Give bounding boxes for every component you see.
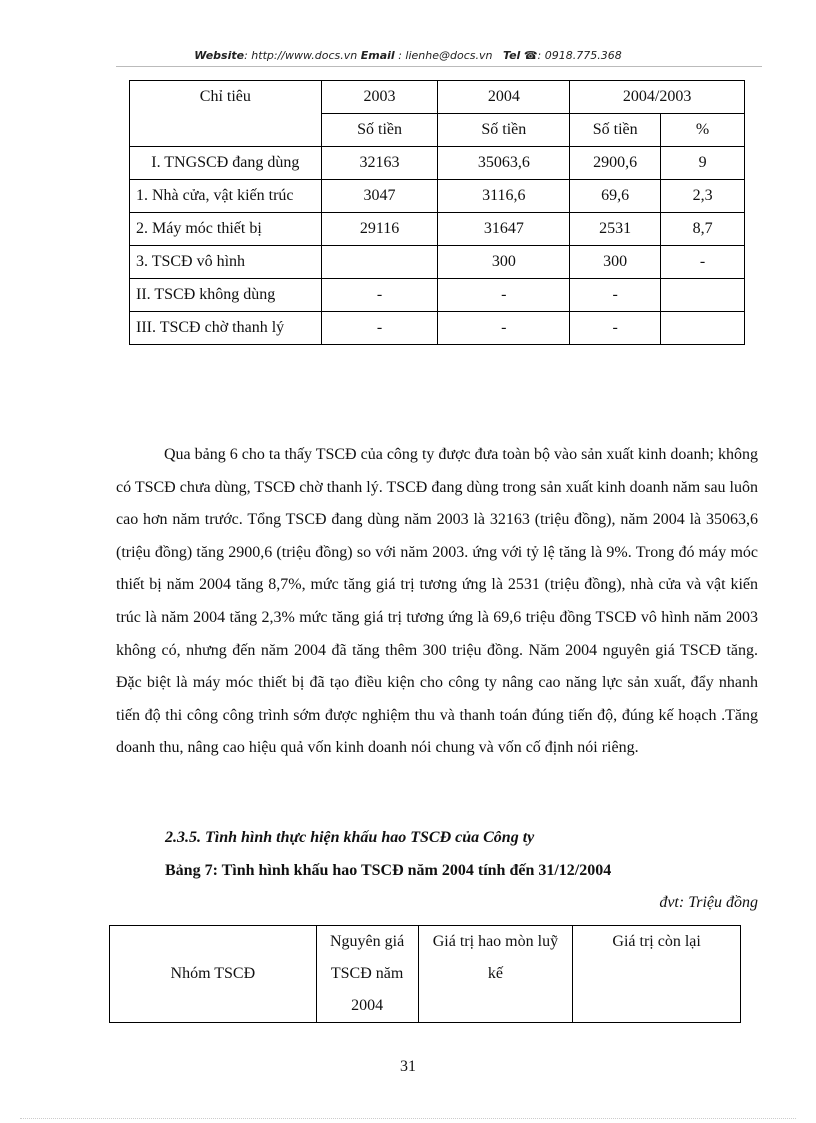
cell-2003: - (321, 279, 438, 312)
header-remaining: Giá trị còn lại (573, 926, 741, 1023)
header-accumulated: Giá trị hao mòn luỹ kế (418, 926, 573, 1023)
cell-2003: 3047 (321, 180, 438, 213)
subheader-percent: % (661, 114, 745, 147)
table-row (130, 213, 745, 246)
cell-2004: - (438, 312, 570, 345)
analysis-paragraph (116, 439, 758, 765)
subheader-amount: Số tiền (321, 114, 438, 147)
email-value: : lienhe@docs.vn (394, 49, 493, 62)
website-label: Website (194, 49, 245, 62)
cell-pct (661, 312, 745, 345)
cell-pct: 9 (661, 147, 745, 180)
unit-label: đvt: Triệu đồng (659, 894, 758, 911)
row-label: III. TSCĐ chờ thanh lý (130, 312, 322, 345)
cell-pct: 8,7 (661, 213, 745, 246)
cell-2004: - (438, 279, 570, 312)
subheader-amount: Số tiền (438, 114, 570, 147)
cell-pct: 2,3 (661, 180, 745, 213)
header-group: Nhóm TSCĐ (110, 926, 317, 1023)
fixed-assets-table (129, 80, 745, 345)
header-original-value: Nguyên giá TSCĐ năm 2004 (316, 926, 418, 1023)
cell-diff: - (570, 312, 661, 345)
cell-diff: 2531 (570, 213, 661, 246)
cell-2004: 3116,6 (438, 180, 570, 213)
table-row (130, 147, 745, 180)
table-caption: Bảng 7: Tình hình khấu hao TSCĐ năm 2004 tính đến 31/12/2004 (165, 862, 612, 879)
cell-2004: 300 (438, 246, 570, 279)
subheader-amount: Số tiền (570, 114, 661, 147)
row-label: II. TSCĐ không dùng (130, 279, 322, 312)
paragraph-text: Qua bảng 6 cho ta thấy TSCĐ của công ty được đưa toàn bộ vào sản xuất kinh doanh; không có TSCĐ chưa dùng, TSCĐ chờ thanh lý. TSCĐ đang dùng trong sản xuất kinh doanh năm sau luôn cao hơn năm trước. Tổng TSCĐ đang dùng năm 2003 là 32163 (triệu đồng), năm 2004 là 35063,6 (triệu đồng) tăng 2900,6 (triệu đồng) so với năm 2003. ứng với tỷ lệ tăng là 9%. Trong đó máy móc thiết bị năm 2004 tăng 8,7%, mức tăng giá trị tương ứng là 2531 (triệu đồng), nhà cửa và vật kiến trúc là năm 2004 tăng 2,3% mức tăng giá trị tương ứng là 69,6 triệu đồng TSCĐ vô hình năm 2003 không có, nhưng đến năm 2004 đã tăng thêm 300 triệu đồng. Năm 2004 nguyên giá TSCĐ tăng. Đặc biệt là máy móc thiết bị đã tạo điều kiện cho công ty nâng cao năng lực sản xuất, đẩy nhanh tiến độ thi công công trình sớm được nghiệm thu và thanh toán đúng tiến độ, đúng kế hoạch .Tăng doanh thu, nâng cao hiệu quả vốn kinh doanh nói chung và vốn cố định nói riêng. (116, 446, 758, 757)
footer-divider (20, 1118, 796, 1119)
cell-2003: 29116 (321, 213, 438, 246)
header-indicator: Chỉ tiêu (130, 81, 322, 147)
cell-diff: - (570, 279, 661, 312)
header-2004: 2004 (438, 81, 570, 114)
cell-2003 (321, 246, 438, 279)
email-label: Email (360, 49, 395, 62)
depreciation-table (109, 925, 741, 1023)
cell-pct: - (661, 246, 745, 279)
header-compare: 2004/2003 (570, 81, 745, 114)
row-label: 2. Máy móc thiết bị (130, 213, 322, 246)
row-label: 1. Nhà cửa, vật kiến trúc (130, 180, 322, 213)
tel-value: : 0918.775.368 (537, 49, 622, 62)
header-divider (116, 66, 762, 67)
header-2003: 2003 (321, 81, 438, 114)
tel-label: Tel (502, 49, 521, 62)
table-row (130, 312, 745, 345)
table-row (130, 246, 745, 279)
row-label: I. TNGSCĐ đang dùng (130, 147, 322, 180)
cell-2003: 32163 (321, 147, 438, 180)
phone-icon: ☎ (523, 49, 538, 62)
cell-2003: - (321, 312, 438, 345)
cell-diff: 300 (570, 246, 661, 279)
section-heading: 2.3.5. Tình hình thực hiện khấu hao TSCĐ của Công ty (165, 829, 535, 846)
table-header-row (110, 926, 741, 1023)
table-row (130, 279, 745, 312)
cell-pct (661, 279, 745, 312)
table-row (130, 180, 745, 213)
cell-2004: 31647 (438, 213, 570, 246)
table-header-row (130, 81, 745, 114)
page-number: 31 (400, 1058, 416, 1075)
cell-2004: 35063,6 (438, 147, 570, 180)
cell-diff: 69,6 (570, 180, 661, 213)
website-value: : http://www.docs.vn (244, 49, 358, 62)
page-header (0, 49, 816, 62)
cell-diff: 2900,6 (570, 147, 661, 180)
row-label: 3. TSCĐ vô hình (130, 246, 322, 279)
